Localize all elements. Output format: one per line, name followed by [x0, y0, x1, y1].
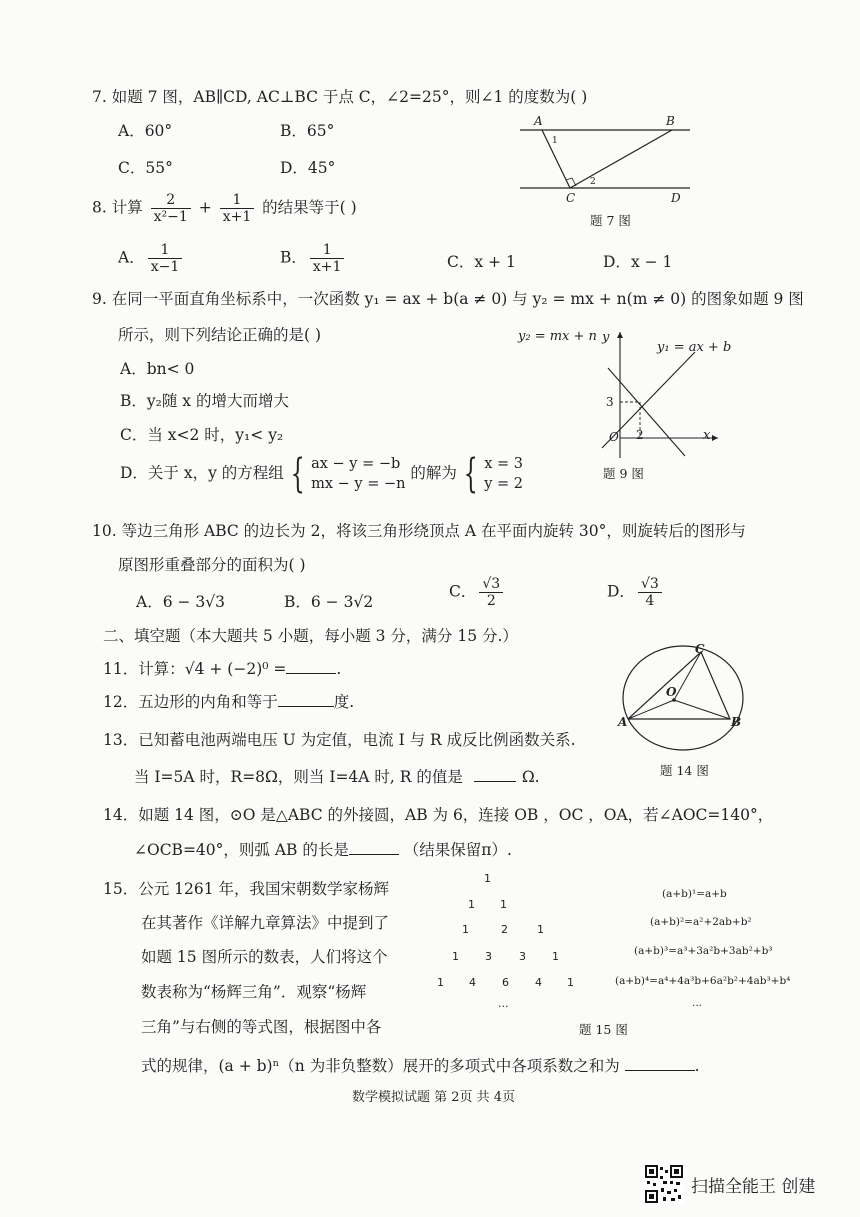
q9-option-c: C．当 x<2 时，y₁< y₂: [120, 426, 284, 444]
q14-end: （结果保留π）.: [403, 841, 512, 859]
q9-y1-label: y₁ = ax + b: [657, 340, 732, 355]
q8-option-b: [280, 242, 347, 275]
q8-option-c-label: C．: [447, 253, 475, 271]
q14-caption: 题 14 图: [660, 763, 709, 778]
q10-option-c-label: C．: [449, 582, 477, 601]
q9-option-a: A．bn< 0: [120, 360, 195, 378]
q11-end: .: [336, 660, 342, 678]
q11-answer-blank[interactable]: [286, 659, 336, 674]
q12-answer-blank[interactable]: [278, 692, 334, 707]
q8-option-a-num: 1: [148, 242, 183, 259]
q8-frac2-den: x+1: [222, 209, 252, 225]
q7-option-c: C．55°: [118, 159, 173, 177]
q7-angle-1: 1: [552, 136, 558, 146]
q14-answer-blank[interactable]: [349, 840, 399, 855]
q9-solution-x: x = 3: [484, 456, 524, 472]
q15-last-line: [141, 1054, 700, 1076]
q8-suffix: 的结果等于( ): [262, 198, 357, 217]
q10-option-c-num: √3: [479, 576, 503, 593]
q8-fraction-2: [220, 192, 255, 225]
q9-optd-mid: 的解为: [410, 464, 457, 482]
watermark-text: 扫描全能王 创建: [691, 1177, 816, 1197]
triangle-number: 1: [567, 976, 574, 989]
q15-answer-blank[interactable]: [625, 1056, 695, 1071]
q7-label-a: A: [534, 114, 543, 128]
q10-option-d-num: √3: [638, 576, 662, 593]
q9-system-eq2: mx − y = −n: [311, 476, 406, 492]
q7-option-b: B．65°: [280, 122, 335, 140]
q8-prefix: 8. 计算: [92, 198, 143, 217]
q13-line1: 13．已知蓄电池两端电压 U 为定值，电流 I 与 R 成反比例函数关系.: [103, 731, 576, 749]
triangle-number: 1: [500, 898, 507, 911]
section-2-heading: 二、填空题（本大题共 5 小题，每小题 3 分，满分 15 分.）: [103, 627, 518, 645]
triangle-number: 4: [469, 976, 476, 989]
q8-option-a-label: A．: [118, 248, 145, 267]
triangle-number: 1: [452, 950, 459, 963]
triangle-number: 6: [502, 976, 509, 989]
q10-option-c: [449, 576, 506, 609]
q13-end: Ω.: [521, 768, 540, 786]
q10-option-d: [607, 576, 665, 609]
q8-fraction-1: [151, 192, 191, 225]
q10-option-b: B．6 − 3√2: [284, 593, 374, 611]
page-footer: 数学模拟试题 第 2页 共 4页: [352, 1090, 516, 1105]
q10-option-a: A．6 − 3√3: [136, 593, 225, 611]
equation-1: (a+b)¹=a+b: [662, 888, 727, 900]
segment-bc: [570, 130, 672, 188]
q14-label-c: C: [695, 642, 705, 656]
triangle-number: 3: [519, 950, 526, 963]
q9-origin-label: O: [609, 430, 619, 444]
q12: [103, 690, 354, 712]
q14-line2-text: ∠OCB=40°，则弧 AB 的长是: [134, 841, 349, 859]
triangle-number: 1: [468, 898, 475, 911]
segment-oa: [628, 700, 674, 719]
segment-ob: [674, 700, 730, 719]
triangle-number: 1: [437, 976, 444, 989]
equation-3: (a+b)³=a³+3a²b+3ab²+b³: [634, 945, 773, 957]
q8-frac1-den: x²−1: [153, 209, 188, 225]
q7-label-b: B: [666, 114, 675, 128]
q15-caption: 题 15 图: [579, 1022, 628, 1037]
equation-ellipsis: ...: [692, 997, 703, 1009]
q8-plus: +: [198, 198, 212, 217]
q9-stem-line1: 9. 在同一平面直角坐标系中，一次函数 y₁ = ax + b(a ≠ 0) 与 y₂ = mx + n(m ≠ 0) 的图象如题 9 图: [92, 290, 804, 308]
q8-option-d-text: x − 1: [630, 253, 673, 271]
q14-line1: 14．如题 14 图，⊙O 是△ABC 的外接圆，AB 为 6，连接 OB ，OC ，OA，若∠AOC=140°，: [103, 806, 774, 824]
q9-optd-prefix: D．关于 x，y 的方程组: [120, 464, 284, 482]
q14-label-b: B: [731, 715, 742, 729]
q14-label-a: A: [618, 715, 628, 729]
triangle-number: 4: [535, 976, 542, 989]
q8-frac2-num: 1: [220, 192, 255, 209]
q8-option-d: [603, 250, 672, 272]
q8-option-d-label: D．: [603, 253, 631, 271]
triangle-number: 1: [552, 950, 559, 963]
q9-stem-line2: 所示，则下列结论正确的是( ): [118, 326, 322, 344]
q10-line2: 原图形重叠部分的面积为( ): [118, 556, 306, 574]
q9-solution-y: y = 2: [484, 476, 524, 492]
segment-oc: [674, 652, 701, 700]
q9-y-axis-label: y: [602, 330, 610, 345]
q7-label-c: C: [566, 191, 576, 205]
brace-icon: {: [290, 451, 305, 497]
q12-end: 度.: [333, 693, 355, 711]
q11: [103, 657, 341, 679]
y-axis-arrow-icon: [617, 332, 623, 338]
triangle-number: 2: [501, 923, 508, 936]
q8-option-a-den: x−1: [150, 259, 180, 275]
q13-answer-blank[interactable]: [474, 767, 516, 782]
q8-stem: [92, 192, 357, 225]
q9-x-axis-label: x: [703, 428, 711, 443]
q12-text: 12．五边形的内角和等于: [103, 693, 278, 711]
q7-label-d: D: [671, 191, 681, 205]
x-axis-arrow-icon: [712, 435, 718, 441]
q8-option-c: [447, 250, 516, 272]
q8-option-b-den: x+1: [312, 259, 342, 275]
q9-option-b: B．y₂随 x 的增大而增大: [120, 392, 289, 410]
q13-line2: [134, 765, 540, 787]
q7-option-d: D．45°: [280, 159, 336, 177]
q15-line5: 三角”与右侧的等式图，根据图中各: [141, 1018, 382, 1036]
q15-line4: 数表称为“杨辉三角”．观察“杨辉: [141, 983, 367, 1001]
q15-end: .: [694, 1057, 700, 1075]
q15-line1: 15．公元 1261 年，我国宋朝数学家杨辉: [103, 880, 390, 898]
q9-option-d: [120, 451, 524, 497]
q7-stem: 7. 如题 7 图，AB∥CD, AC⊥BC 于点 C，∠2=25°，则∠1 的度数为( ): [92, 88, 588, 106]
q9-solution: [484, 454, 523, 494]
circle-o: [623, 646, 743, 750]
q15-line3: 如题 15 图所示的数表，人们将这个: [141, 948, 388, 966]
triangle-number: 1: [462, 923, 469, 936]
q10-option-d-label: D．: [607, 582, 635, 601]
triangle-ellipsis: ...: [498, 997, 509, 1010]
q15-last-line-text: 式的规律，(a + b)ⁿ（n 为非负整数）展开的多项式中各项系数之和为: [141, 1057, 620, 1075]
qr-code-icon: [644, 1164, 684, 1204]
q7-option-a: A．60°: [118, 122, 173, 140]
q14-figure: [612, 640, 762, 760]
q8-option-b-label: B．: [280, 248, 307, 267]
q9-caption: 题 9 图: [603, 466, 644, 481]
q13-line2-text: 当 I=5A 时，R=8Ω，则当 I=4A 时, R 的值是: [134, 768, 463, 786]
q9-tick-y: 3: [606, 395, 614, 409]
q15-line2: 在其著作《详解九章算法》中提到了: [141, 914, 390, 932]
equation-2: (a+b)²=a²+2ab+b²: [650, 916, 752, 928]
q8-option-a: [118, 242, 185, 275]
q7-angle-2: 2: [590, 177, 596, 187]
q9-y2-label: y₂ = mx + n: [518, 329, 597, 344]
triangle-abc: [628, 652, 730, 719]
q9-system-eq1: ax − y = −b: [311, 456, 401, 472]
q9-system: [311, 454, 405, 494]
q10-option-c-den: 2: [486, 593, 496, 609]
q10-line1: 10. 等边三角形 ABC 的边长为 2，将该三角形绕顶点 A 在平面内旋转 30°，则旋转后的图形与: [92, 522, 746, 540]
q8-option-b-num: 1: [310, 242, 345, 259]
q8-frac1-num: 2: [151, 192, 191, 209]
triangle-number: 1: [537, 923, 544, 936]
q14-line2: [134, 838, 512, 860]
q9-tick-x: 2: [636, 428, 644, 442]
q8-option-c-text: x + 1: [474, 253, 516, 271]
q10-option-d-den: 4: [645, 593, 655, 609]
triangle-number: 3: [485, 950, 492, 963]
brace-icon: {: [463, 451, 478, 497]
q11-text: 11．计算：√4 + (−2)⁰ =: [103, 660, 287, 678]
equation-4: (a+b)⁴=a⁴+4a³b+6a²b²+4ab³+b⁴: [615, 975, 791, 987]
q14-label-o: O: [666, 685, 677, 699]
triangle-number: 1: [484, 872, 491, 885]
q7-caption: 题 7 图: [590, 213, 631, 228]
